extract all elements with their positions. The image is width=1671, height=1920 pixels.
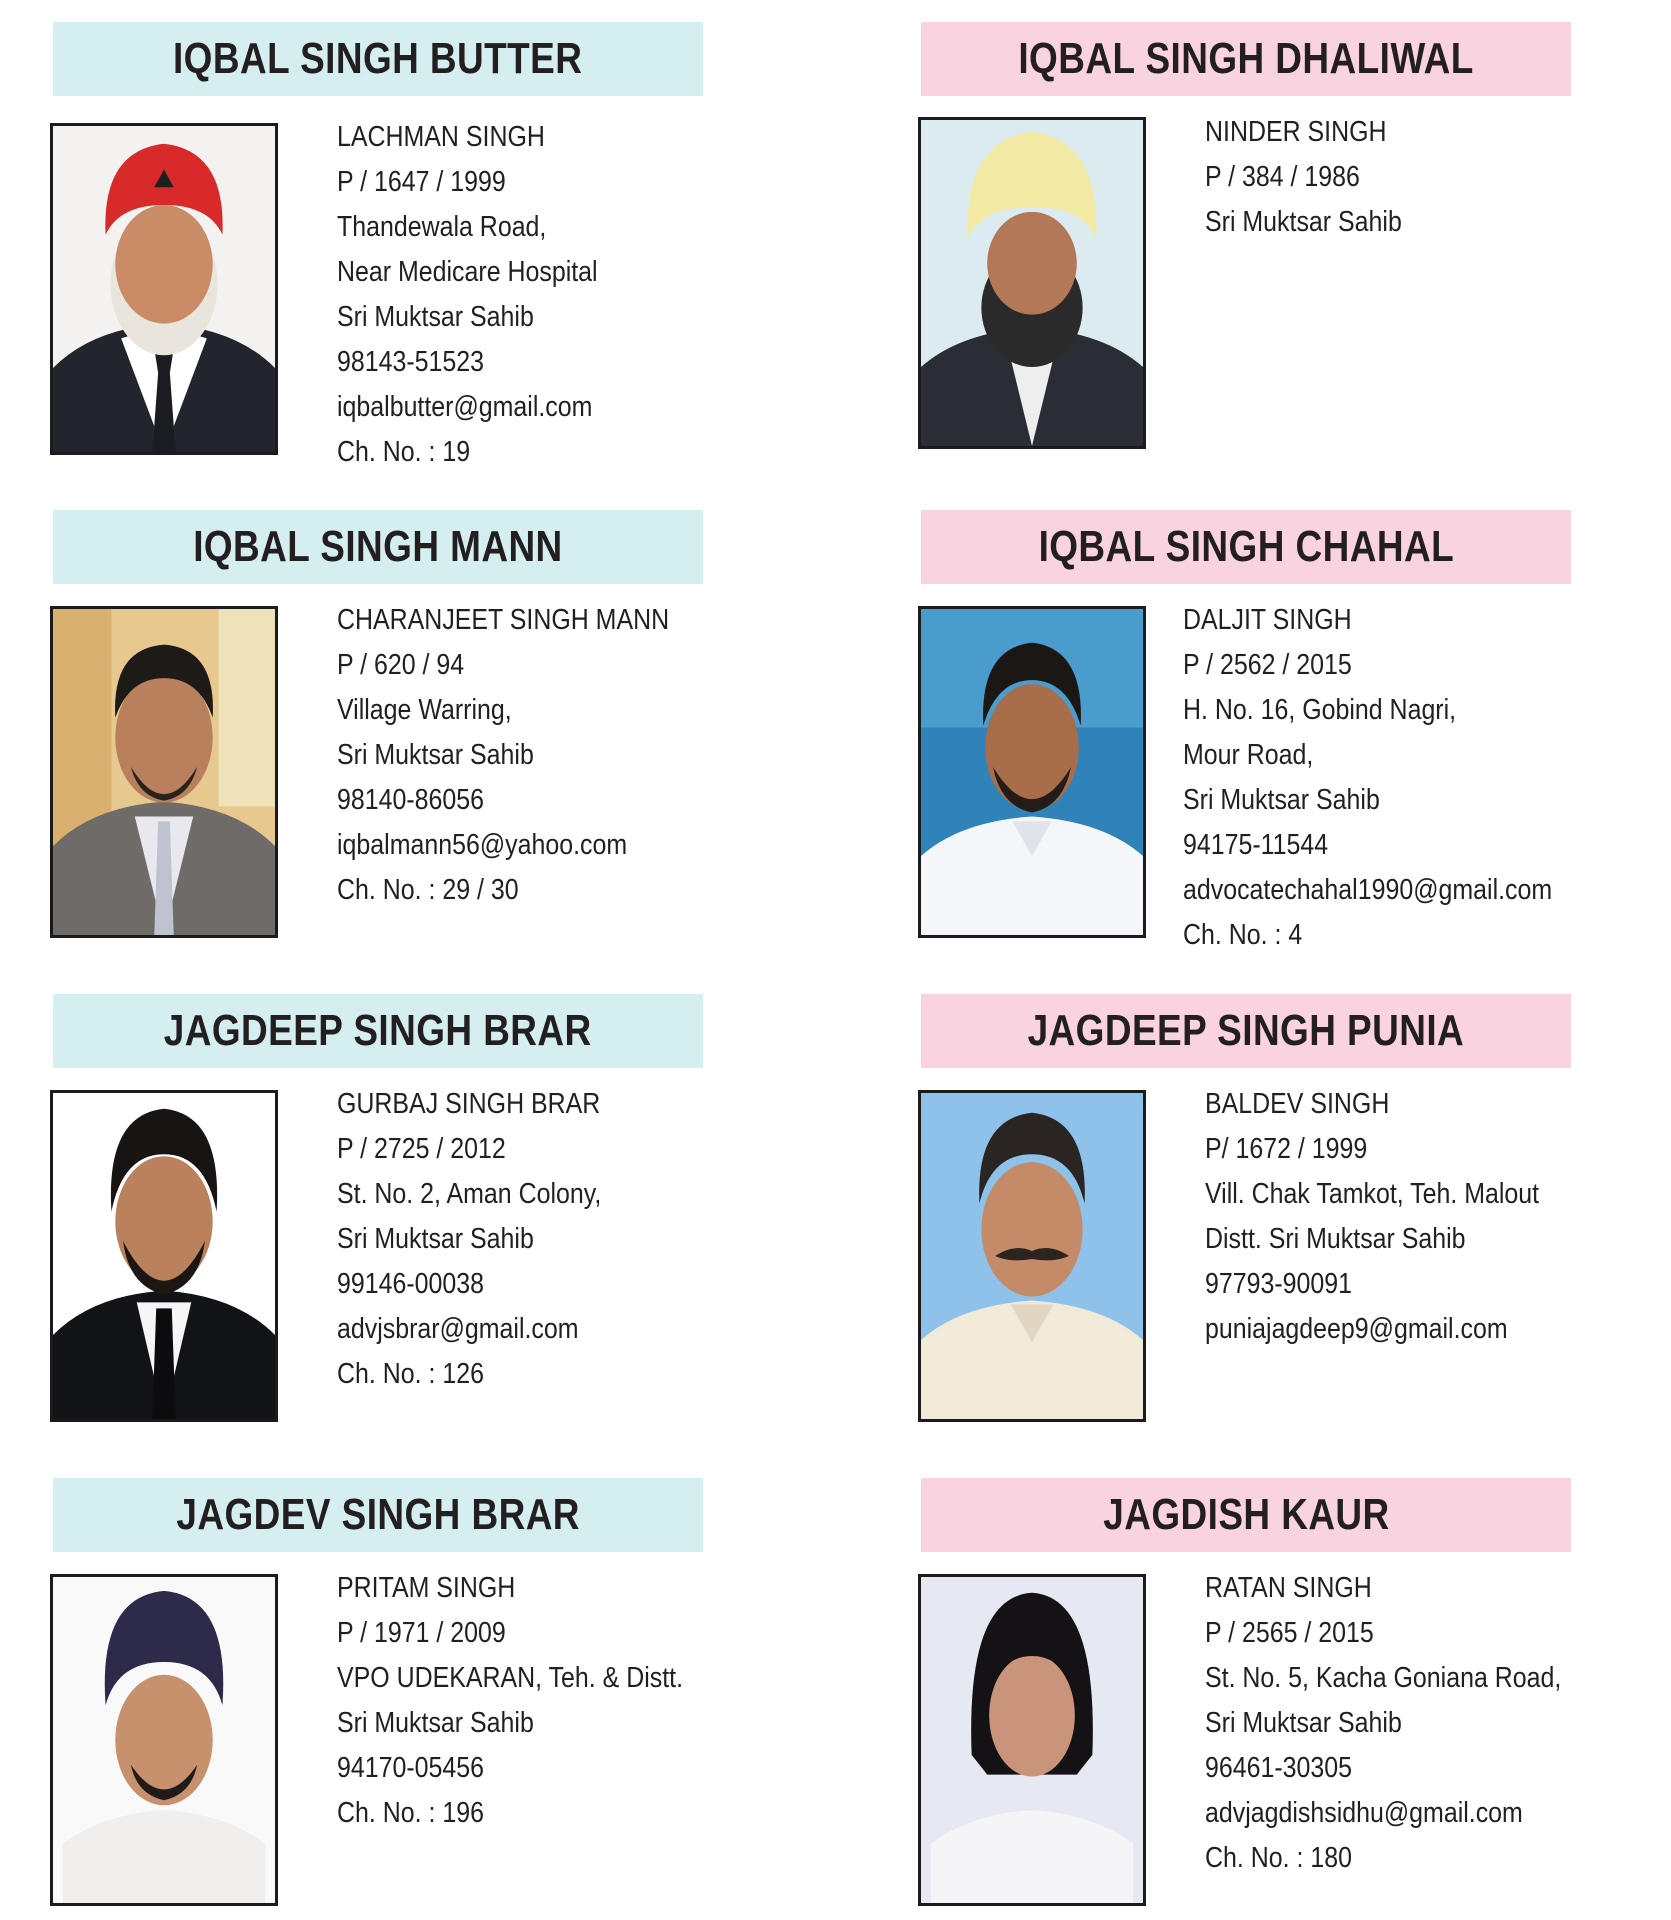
city: Sri Muktsar Sahib <box>337 1223 534 1255</box>
advocate-name: IQBAL SINGH BUTTER <box>173 34 583 83</box>
enrollment-number: P / 1971 / 2009 <box>337 1617 506 1649</box>
father-name: LACHMAN SINGH <box>337 121 545 153</box>
advocate-photo <box>50 1574 278 1906</box>
advocate-photo <box>918 117 1146 449</box>
address-line: VPO UDEKARAN, Teh. & Distt. <box>337 1662 684 1694</box>
advocate-photo <box>918 1090 1146 1422</box>
name-banner <box>921 994 1571 1068</box>
chamber-number: Ch. No. : 196 <box>337 1797 484 1829</box>
address-line: Near Medicare Hospital <box>337 256 598 288</box>
advocate-name: IQBAL SINGH DHALIWAL <box>1018 34 1474 83</box>
advocate-name: JAGDEEP SINGH PUNIA <box>1027 1006 1465 1055</box>
advocate-name: JAGDISH KAUR <box>1102 1490 1390 1539</box>
address-line: Distt. Sri Muktsar Sahib <box>1205 1223 1466 1255</box>
enrollment-number: P / 2565 / 2015 <box>1205 1617 1374 1649</box>
phone-number: 98143-51523 <box>337 346 485 378</box>
enrollment-number: P / 1647 / 1999 <box>337 166 506 198</box>
address-line: H. No. 16, Gobind Nagri, <box>1183 694 1457 726</box>
chamber-number: Ch. No. : 19 <box>337 436 471 468</box>
father-name: PRITAM SINGH <box>337 1572 516 1604</box>
address-line: St. No. 5, Kacha Goniana Road, <box>1205 1662 1562 1694</box>
enrollment-number: P / 2725 / 2012 <box>337 1133 506 1165</box>
address-line: Mour Road, <box>1183 739 1314 771</box>
name-banner <box>921 22 1571 96</box>
chamber-number: Ch. No. : 4 <box>1183 919 1303 951</box>
father-name: CHARANJEET SINGH MANN <box>337 604 670 636</box>
phone-number: 99146-00038 <box>337 1268 485 1300</box>
advocate-photo <box>50 606 278 938</box>
name-banner <box>53 994 703 1068</box>
chamber-number: Ch. No. : 180 <box>1205 1842 1352 1874</box>
father-name: NINDER SINGH <box>1205 116 1387 148</box>
advocate-photo <box>50 123 278 455</box>
email-address: advjsbrar@gmail.com <box>337 1313 579 1345</box>
city: Sri Muktsar Sahib <box>337 301 534 333</box>
address-line: Village Warring, <box>337 694 512 726</box>
details-list <box>1205 1566 1619 1881</box>
advocate-name: JAGDEEP SINGH BRAR <box>164 1006 592 1055</box>
details-list <box>1205 110 1434 245</box>
email-address: advjagdishsidhu@gmail.com <box>1205 1797 1523 1829</box>
details-list <box>1205 1082 1593 1352</box>
city: Sri Muktsar Sahib <box>1205 1707 1402 1739</box>
father-name: DALJIT SINGH <box>1183 604 1352 636</box>
details-list <box>1183 598 1612 958</box>
advocate-name: IQBAL SINGH MANN <box>193 522 563 571</box>
email-address: puniajagdeep9@gmail.com <box>1205 1313 1508 1345</box>
email-address: iqbalmann56@yahoo.com <box>337 829 628 861</box>
details-list <box>337 115 640 475</box>
name-banner <box>53 22 703 96</box>
enrollment-number: P / 384 / 1986 <box>1205 161 1360 193</box>
enrollment-number: P/ 1672 / 1999 <box>1205 1133 1368 1165</box>
phone-number: 96461-30305 <box>1205 1752 1353 1784</box>
father-name: GURBAJ SINGH BRAR <box>337 1088 601 1120</box>
email-address: iqbalbutter@gmail.com <box>337 391 593 423</box>
advocate-name: IQBAL SINGH CHAHAL <box>1038 522 1454 571</box>
details-list <box>337 1566 739 1836</box>
phone-number: 94170-05456 <box>337 1752 485 1784</box>
address-line: Thandewala Road, <box>337 211 547 243</box>
chamber-number: Ch. No. : 126 <box>337 1358 484 1390</box>
address-line: Vill. Chak Tamkot, Teh. Malout <box>1205 1178 1540 1210</box>
father-name: BALDEV SINGH <box>1205 1088 1390 1120</box>
chamber-number: Ch. No. : 29 / 30 <box>337 874 519 906</box>
phone-number: 98140-86056 <box>337 784 485 816</box>
enrollment-number: P / 620 / 94 <box>337 649 465 681</box>
advocate-name: JAGDEV SINGH BRAR <box>176 1490 580 1539</box>
address-line: St. No. 2, Aman Colony, <box>337 1178 602 1210</box>
name-banner <box>53 510 703 584</box>
father-name: RATAN SINGH <box>1205 1572 1372 1604</box>
phone-number: 94175-11544 <box>1183 829 1329 861</box>
email-address: advocatechahal1990@gmail.com <box>1183 874 1553 906</box>
details-list <box>337 598 723 913</box>
city: Sri Muktsar Sahib <box>337 1707 534 1739</box>
advocate-photo <box>918 1574 1146 1906</box>
name-banner <box>53 1478 703 1552</box>
advocate-photo <box>918 606 1146 938</box>
city: Sri Muktsar Sahib <box>1183 784 1380 816</box>
phone-number: 97793-90091 <box>1205 1268 1353 1300</box>
details-list <box>337 1082 644 1397</box>
city: Sri Muktsar Sahib <box>1205 206 1402 238</box>
name-banner <box>921 1478 1571 1552</box>
enrollment-number: P / 2562 / 2015 <box>1183 649 1352 681</box>
city: Sri Muktsar Sahib <box>337 739 534 771</box>
name-banner <box>921 510 1571 584</box>
advocate-photo <box>50 1090 278 1422</box>
